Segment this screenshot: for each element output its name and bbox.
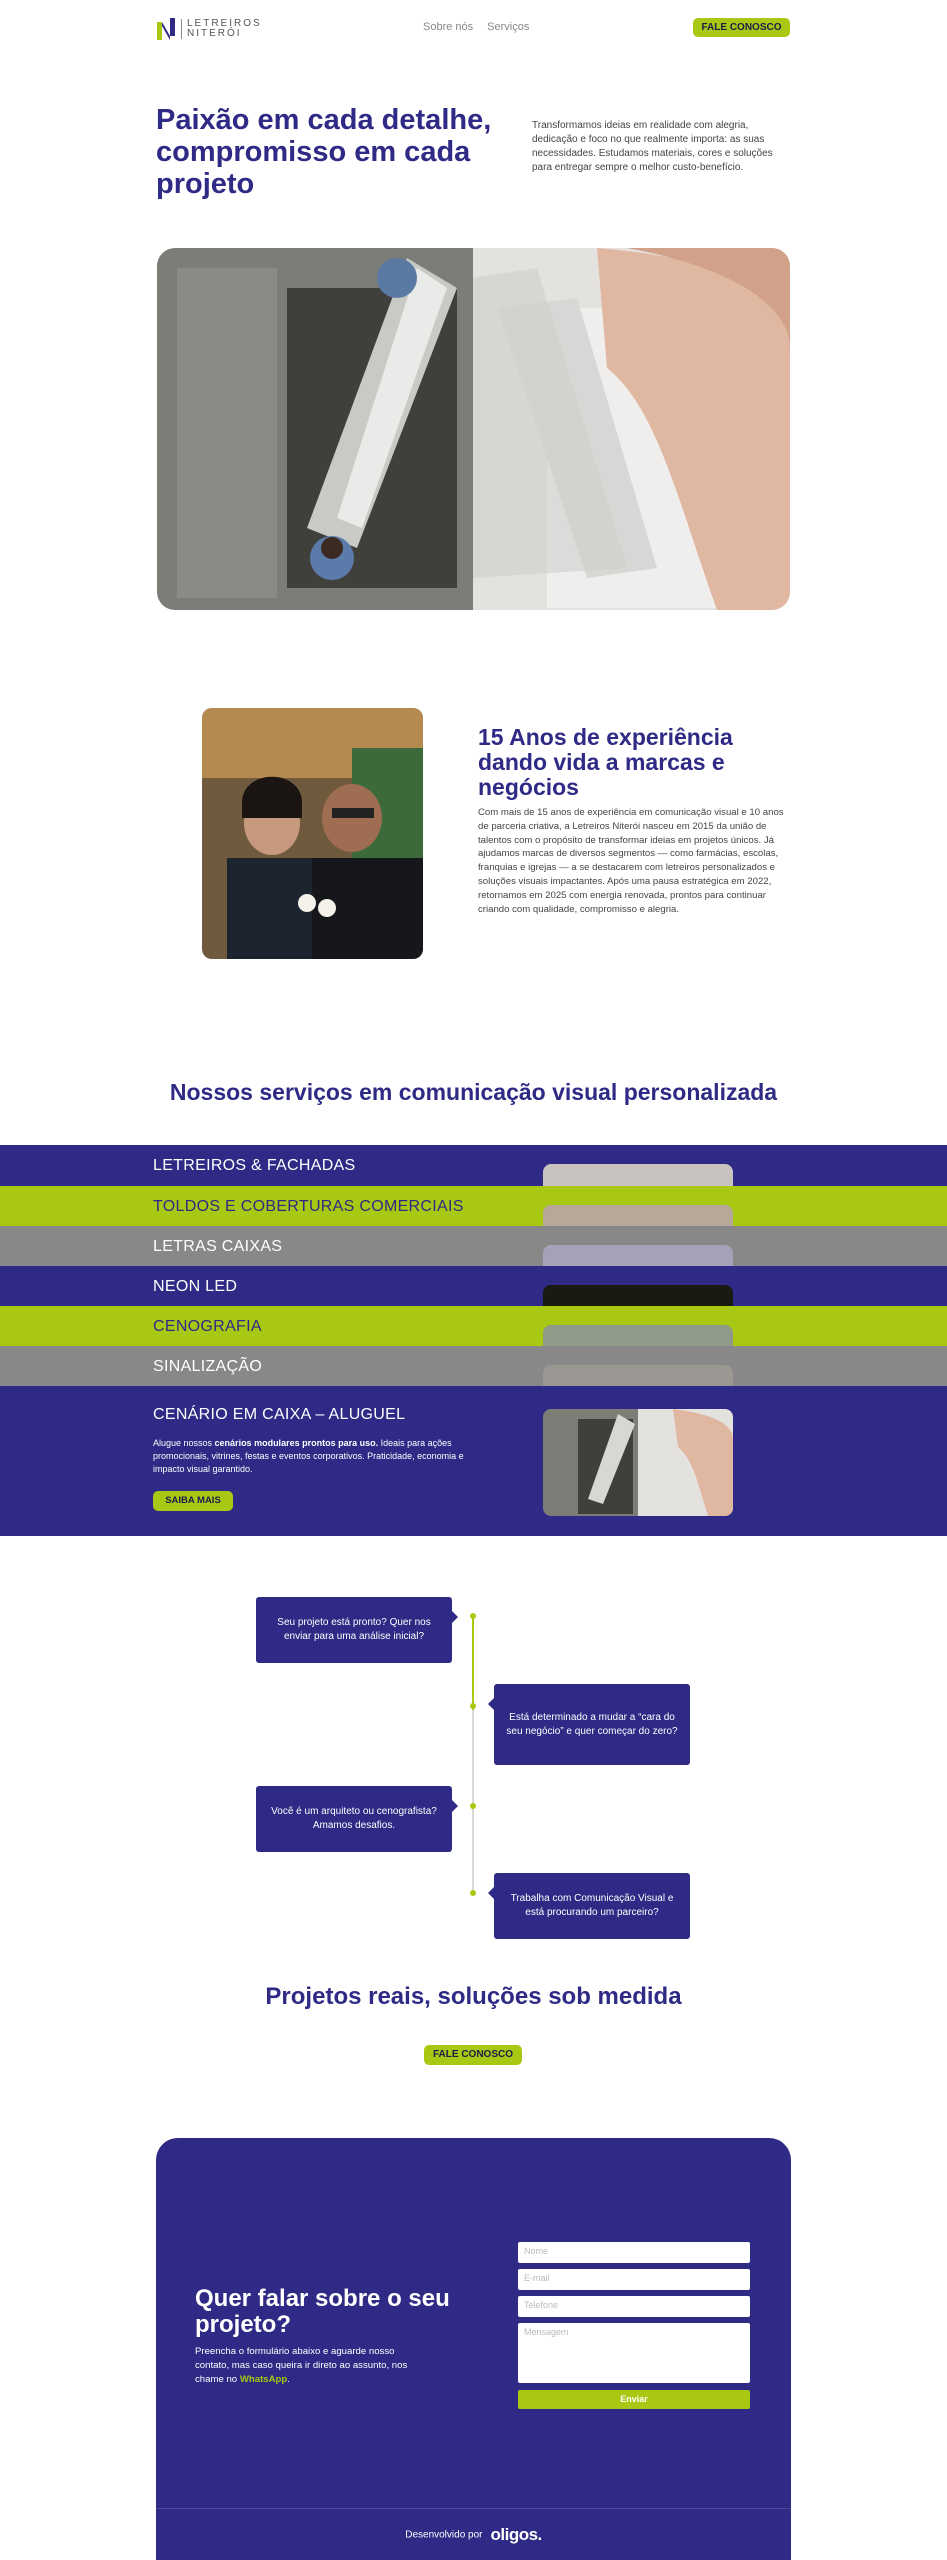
service-thumbnail bbox=[543, 1164, 733, 1186]
whatsapp-link[interactable]: WhatsApp bbox=[239, 2374, 288, 2385]
service-label: LETRAS CAIXAS bbox=[153, 1238, 283, 1255]
site-header bbox=[0, 0, 947, 56]
footer-credit: Desenvolvido por oligos. bbox=[405, 2525, 542, 2544]
service-label: LETREIROS & FACHADAS bbox=[153, 1157, 356, 1174]
service-label: SINALIZAÇÃO bbox=[153, 1358, 263, 1375]
service-thumbnail bbox=[543, 1409, 733, 1516]
contact-section bbox=[156, 2138, 791, 2560]
service-row-toldos[interactable] bbox=[0, 1186, 947, 1227]
nav-about-link[interactable]: Sobre nós bbox=[423, 21, 474, 33]
timeline-card: Está determinado a mudar a “cara do seu negócio” e quer começar do zero? bbox=[494, 1684, 690, 1765]
service-row-neon-led[interactable] bbox=[0, 1266, 947, 1307]
services-title: Nossos serviços em comunicação visual personalizada bbox=[169, 1079, 778, 1105]
timeline-card: Trabalha com Comunicação Visual e está procurando um parceiro? bbox=[494, 1873, 690, 1939]
hero-image bbox=[157, 248, 790, 610]
logo-text: LETREIROS NITERÓI bbox=[181, 19, 262, 39]
timeline-dot bbox=[470, 1703, 476, 1709]
service-description: Alugue nossos cenários modulares prontos para uso. Ideais para ações promocionais, vitrines, festas e eventos corporativos. Praticidade, economia e impacto visual garantido. bbox=[153, 1438, 464, 1474]
hero-title: Paixão em cada detalhe, compromisso em cada projeto bbox=[156, 104, 492, 200]
service-label: TOLDOS E COBERTURAS COMERCIAIS bbox=[153, 1198, 464, 1215]
service-thumbnail bbox=[543, 1245, 733, 1267]
message-field[interactable]: Mensagem bbox=[518, 2323, 750, 2383]
main-nav bbox=[423, 21, 529, 33]
service-row-cenario-aluguel[interactable] bbox=[0, 1386, 947, 1536]
contact-title: Quer falar sobre o seu projeto? bbox=[195, 2285, 450, 2338]
logo-mark-icon bbox=[157, 18, 175, 40]
footer-divider bbox=[156, 2508, 791, 2509]
about-photo bbox=[202, 708, 423, 959]
phone-field[interactable]: Telefone bbox=[518, 2296, 750, 2317]
timeline-dot bbox=[470, 1613, 476, 1619]
service-thumbnail bbox=[543, 1365, 733, 1387]
name-field[interactable]: Nome bbox=[518, 2242, 750, 2263]
service-row-sinalizacao[interactable] bbox=[0, 1346, 947, 1387]
projects-contact-button[interactable]: FALE CONOSCO bbox=[424, 2045, 522, 2065]
hero-text: Transformamos ideias em realidade com alegria, dedicação e foco no que realmente importa: as suas necessidades. Estudamos materiais, cores e soluções para entregar sempre o melhor custo-benefício. bbox=[532, 120, 773, 173]
service-row-cenografia[interactable] bbox=[0, 1306, 947, 1347]
service-row-letreiros[interactable] bbox=[0, 1145, 947, 1186]
email-field[interactable]: E-mail bbox=[518, 2269, 750, 2290]
contact-text: Preencha o formulário abaixo e aguarde nosso contato, mas caso queira ir direto ao assunto, nos chame no WhatsApp. bbox=[195, 2346, 408, 2385]
service-thumbnail bbox=[543, 1325, 733, 1347]
service-label: CENOGRAFIA bbox=[153, 1318, 262, 1335]
service-label: NEON LED bbox=[153, 1278, 238, 1295]
projects-title: Projetos reais, soluções sob medida bbox=[265, 1983, 682, 2010]
service-thumbnail bbox=[543, 1205, 733, 1227]
service-thumbnail bbox=[543, 1285, 733, 1307]
service-row-letras-caixas[interactable] bbox=[0, 1226, 947, 1267]
nav-services-link[interactable]: Serviços bbox=[487, 21, 530, 33]
timeline-card: Você é um arquiteto ou cenografista? Amamos desafios. bbox=[256, 1786, 452, 1852]
header-contact-button[interactable]: FALE CONOSCO bbox=[693, 18, 790, 37]
about-title: 15 Anos de experiência dando vida a marcas e negócios bbox=[478, 724, 733, 800]
timeline-dot bbox=[470, 1803, 476, 1809]
send-button[interactable]: Enviar bbox=[518, 2390, 750, 2409]
timeline-dot bbox=[470, 1890, 476, 1896]
logo[interactable] bbox=[157, 18, 262, 40]
service-label: CENÁRIO EM CAIXA – ALUGUEL bbox=[153, 1406, 406, 1423]
saiba-mais-button[interactable]: SAIBA MAIS bbox=[153, 1491, 233, 1511]
oligos-logo[interactable]: oligos. bbox=[490, 2525, 542, 2544]
timeline-progress bbox=[472, 1615, 474, 1710]
timeline-card: Seu projeto está pronto? Quer nos enviar para uma análise inicial? bbox=[256, 1597, 452, 1663]
about-text: Com mais de 15 anos de experiência em comunicação visual e 10 anos de parceria criativa, a Letreiros Niterói nasceu em 2015 da união de talentos com o propósito de transformar ideias em projetos únicos. Já ajudamos marcas de diversos segmentos — como farmácias, escolas, franquias e igrejas — a se destacarem com letreiros personalizados e soluções visuais impactantes. Após uma pausa estratégica em 2022, retornamos em 2025 com energia renovada, prontos para continuar criando com qualidade, compromisso e alegria. bbox=[478, 807, 784, 915]
